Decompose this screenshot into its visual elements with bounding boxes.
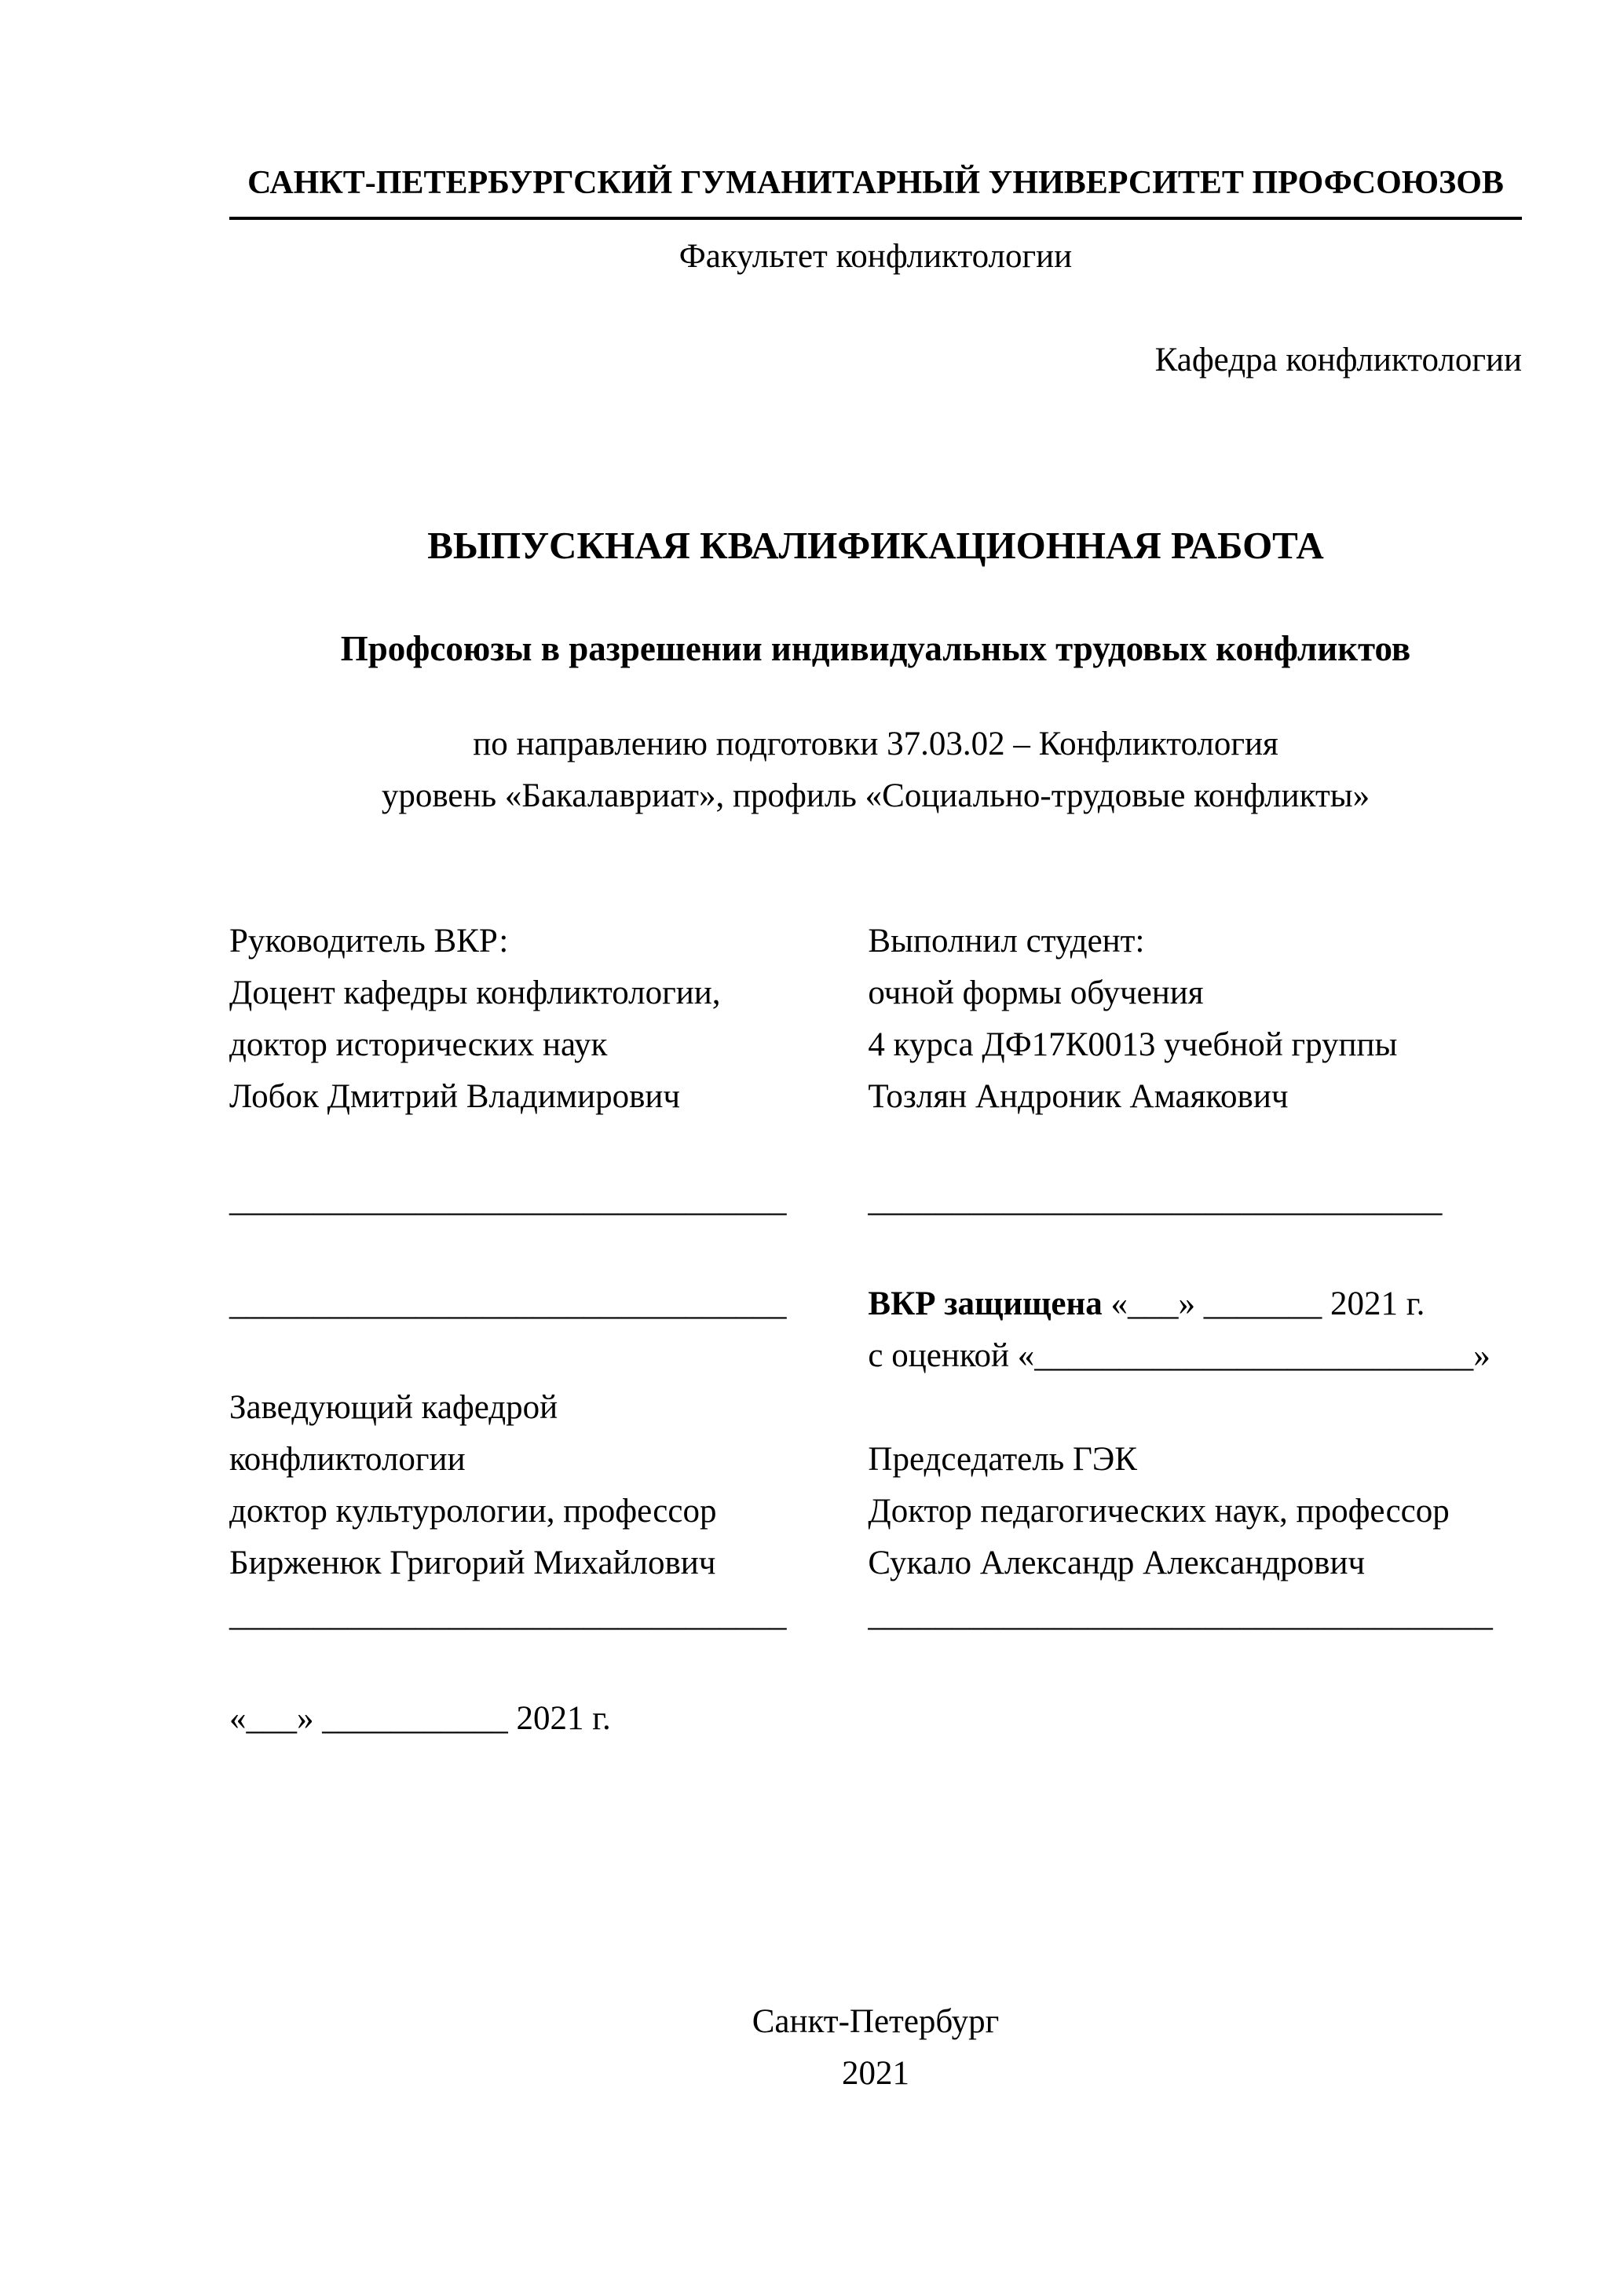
student-info-line-2: 4 курса ДФ17К0013 учебной группы [868,1026,1398,1063]
blank-line [868,1641,1522,1693]
footer-city: Санкт-Петербург [752,2003,1000,2040]
blank-line [868,1227,1522,1278]
student-info-line-1: очной формы обучения [868,974,1204,1011]
supervisor-name: Лобок Дмитрий Владимирович [229,1078,681,1115]
dept-head-position: доктор культурологии, профессор [229,1493,717,1530]
program-block [229,718,1522,822]
thesis-title: Профсоюзы в разрешении индивидуальных трудовых конфликтов [340,629,1411,668]
university-name: САНКТ-ПЕТЕРБУРГСКИЙ ГУМАНИТАРНЫЙ УНИВЕРСИТЕТ ПРОФСОЮЗОВ [229,157,1522,220]
blank-line [229,1330,813,1382]
defended-line [868,1278,1522,1330]
supervisor-position-line-2: доктор исторических наук [229,1026,608,1063]
supervisor-signature-line-1: _________________________________ [229,1182,787,1219]
blank-line [868,1123,1522,1175]
faculty-name: Факультет конфликтологии [678,238,1073,275]
blank-line [868,1693,1522,1745]
supervisor-signature-line-2: _________________________________ [229,1285,787,1322]
footer-year: 2021 [842,2055,909,2092]
supervisor-column [229,916,813,1745]
supervisor-role-label: Руководитель ВКР: [229,923,509,960]
student-role-label: Выполнил студент: [868,923,1145,960]
student-name: Тозлян Андроник Амаякович [868,1078,1289,1115]
department-name: Кафедра конфликтологии [1154,342,1522,378]
gek-chair-name: Сукало Александр Александрович [868,1545,1366,1581]
blank-line [229,1123,813,1175]
work-type-heading: ВЫПУСКНАЯ КВАЛИФИКАЦИОННАЯ РАБОТА [427,524,1324,567]
student-signature-line: __________________________________ [868,1182,1443,1219]
dept-head-line-2: конфликтологии [229,1441,466,1478]
gek-chair-label: Председатель ГЭК [868,1441,1137,1478]
student-column [868,916,1522,1745]
blank-line [229,1641,813,1693]
gek-chair-position: Доктор педагогических наук, профессор [868,1493,1450,1530]
blank-line [868,1382,1522,1434]
date-line: «___» ___________ 2021 г. [229,1700,611,1737]
blank-line [229,1227,813,1278]
program-direction-line: по направлению подготовки 37.03.02 – Конфликтология [473,726,1278,762]
dept-head-name: Бирженюк Григорий Михайлович [229,1545,716,1581]
defended-date-blank: «___» _______ 2021 г. [1102,1285,1425,1322]
program-level-line: уровень «Бакалавриат», профиль «Социально-трудовые конфликты» [381,777,1370,814]
gek-chair-signature-line: _____________________________________ [868,1596,1493,1633]
dept-head-signature-line: _________________________________ [229,1596,787,1633]
footer [229,1996,1522,2100]
signatures-section [229,916,1522,1745]
supervisor-position-line-1: Доцент кафедры конфликтологии, [229,974,721,1011]
grade-line: с оценкой «__________________________» [868,1337,1490,1374]
dept-head-line-1: Заведующий кафедрой [229,1389,558,1426]
defended-label: ВКР защищена [868,1285,1103,1322]
